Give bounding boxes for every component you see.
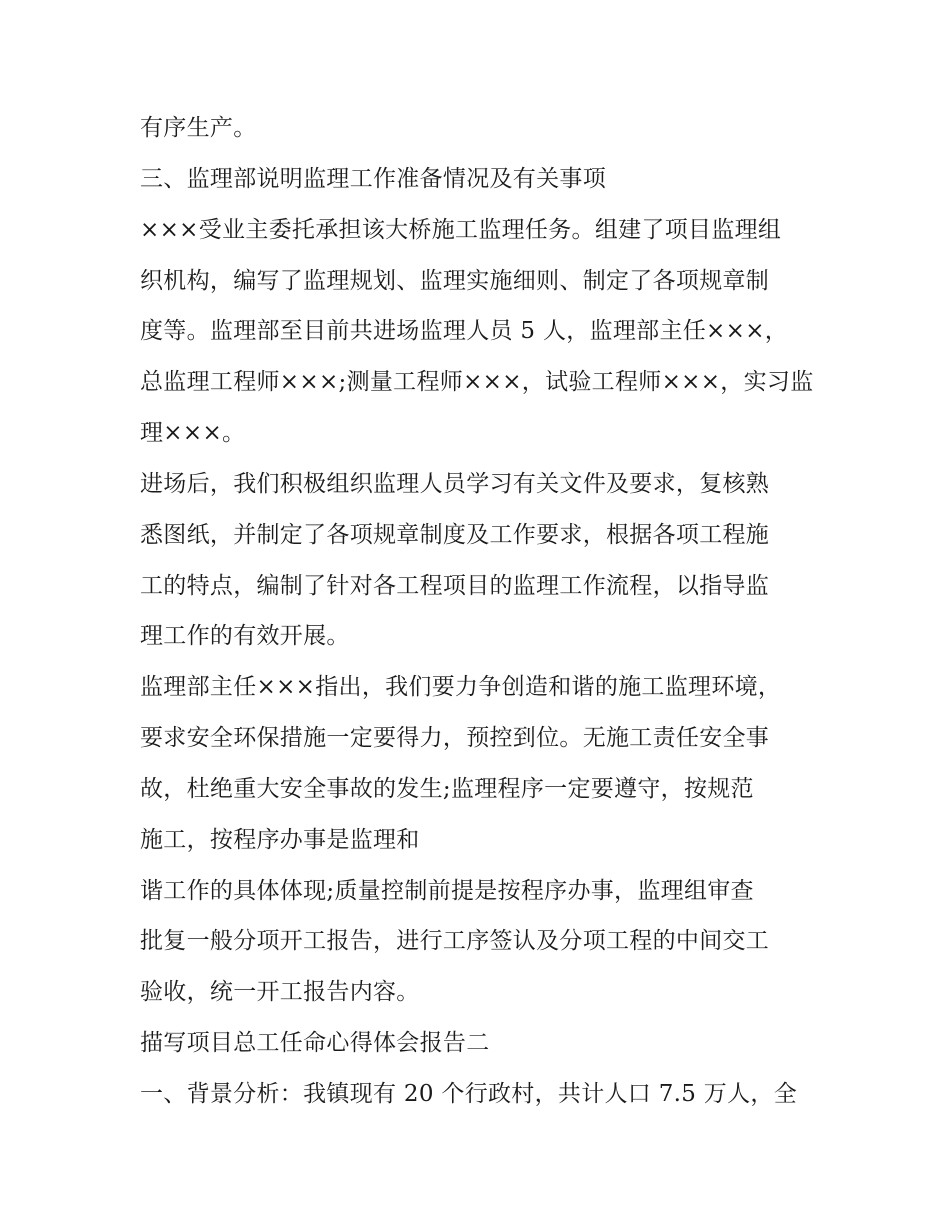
text-line: 进场后，我们积极组织监理人员学习有关文件及要求，复核熟 (140, 471, 770, 497)
text-line: 总监理工程师×××;测量工程师×××，试验工程师×××，实习监 (140, 369, 814, 395)
text-line: 批复一般分项开工报告，进行工序签认及分项工程的中间交工 (140, 928, 770, 954)
text-line: 悉图纸，并制定了各项规章制度及工作要求，根据各项工程施 (140, 522, 770, 548)
text-line: 谐工作的具体体现;质量控制前提是按程序办事，监理组审查 (140, 878, 754, 904)
text-line: 一、背景分析：我镇现有 20 个行政村，共计人口 7.5 万人，全 (140, 1081, 797, 1107)
text-line: 理工作的有效开展。 (140, 623, 350, 649)
text-line: 织机构，编写了监理规划、监理实施细则、制定了各项规章制 (140, 268, 770, 294)
section-heading: 三、监理部说明监理工作准备情况及有关事项 (140, 166, 606, 192)
text-line: 要求安全环保措施一定要得力，预控到位。无施工责任安全事 (140, 725, 770, 751)
text-line: ×××受业主委托承担该大桥施工监理任务。组建了项目监理组 (140, 217, 782, 243)
text-line: 有序生产。 (140, 115, 257, 141)
text-line: 故，杜绝重大安全事故的发生;监理程序一定要遵守，按规范 (140, 776, 754, 802)
text-line: 工的特点，编制了针对各工程项目的监理工作流程，以指导监 (140, 573, 770, 599)
text-line: 理×××。 (140, 420, 246, 446)
text-line: 验收，统一开工报告内容。 (140, 979, 420, 1005)
text-line: 施工，按程序办事是监理和 (140, 827, 420, 853)
text-line: 度等。监理部至目前共进场监理人员 5 人，监理部主任×××， (140, 318, 789, 344)
text-line: 监理部主任×××指出，我们要力争创造和谐的施工监理环境， (140, 674, 782, 700)
section-heading: 描写项目总工任命心得体会报告二 (140, 1030, 490, 1056)
